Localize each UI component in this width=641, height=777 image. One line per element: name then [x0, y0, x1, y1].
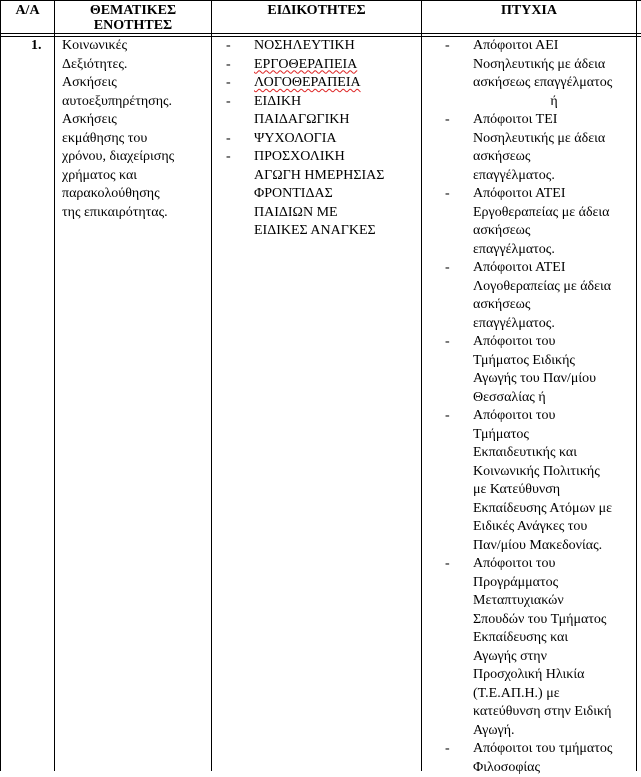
specialty-item — [226, 56, 420, 75]
degree-line: - Απόφοιτοι του — [473, 407, 635, 426]
degree-line: Εκπαίδευσης και — [473, 629, 635, 648]
degree-line: ασκήσεως — [473, 148, 635, 167]
specialty-item — [226, 148, 420, 241]
thematic-line: Δεξιότητες. — [62, 56, 210, 75]
degree-item — [445, 555, 635, 740]
specialty-line: - ΕΡΓΟΘΕΡΑΠΕΙΑ — [254, 56, 420, 75]
specialty-line: ΠΑΙΔΑΓΩΓΙΚΗ — [254, 111, 420, 130]
header-thematic — [55, 3, 211, 33]
thematic-line: Ασκήσεις — [62, 111, 210, 130]
thematic-cell — [62, 37, 210, 222]
degree-line: Αγωγής στην — [473, 648, 635, 667]
degree-line: - Απόφοιτοι ΑΕΙ — [473, 37, 635, 56]
specialty-line: - ΕΙΔΙΚΗ — [254, 93, 420, 112]
degree-line: Αγωγή. — [473, 722, 635, 741]
degree-line: κατεύθυνση στην Ειδική — [473, 703, 635, 722]
thematic-line: εκμάθησης του — [62, 130, 210, 149]
specialties-cell — [226, 37, 420, 241]
degree-line: Εκπαιδευτικής και — [473, 444, 635, 463]
degree-line: Θεσσαλίας ή — [473, 389, 635, 408]
thematic-line: Ασκήσεις — [62, 74, 210, 93]
table-border-left — [0, 0, 1, 771]
degree-line: (Τ.Ε.ΑΠ.Η.) με — [473, 685, 635, 704]
specialties-list — [226, 37, 420, 241]
degree-line: Λογοθεραπείας με άδεια — [473, 278, 635, 297]
degree-line: - Απόφοιτοι ΑΤΕΙ — [473, 185, 635, 204]
specialty-item — [226, 37, 420, 56]
degree-line: επαγγέλματος. — [473, 315, 635, 334]
thematic-line: αυτοεξυπηρέτησης. — [62, 93, 210, 112]
thematic-line: χρήματος και — [62, 167, 210, 186]
specialty-line: - ΛΟΓΟΘΕΡΑΠΕΙΑ — [254, 74, 420, 93]
header-divider-top — [0, 33, 641, 34]
degree-line: ή — [473, 93, 635, 112]
thematic-line: Κοινωνικές — [62, 37, 210, 56]
degree-line: Παν/μίου Μακεδονίας. — [473, 537, 635, 556]
column-divider-1 — [54, 0, 55, 771]
thematic-line: της επικαιρότητας. — [62, 204, 210, 223]
degree-line: με Κατεύθυνση — [473, 481, 635, 500]
degree-line: Φιλοσοφίας — [473, 759, 635, 777]
column-divider-2 — [211, 0, 212, 771]
degree-line: Νοσηλευτικής με άδεια — [473, 130, 635, 149]
specialty-line: - ΠΡΟΣΧΟΛΙΚΗ — [254, 148, 420, 167]
thematic-line: παρακολούθησης — [62, 185, 210, 204]
degree-item — [445, 259, 635, 333]
degree-item — [445, 407, 635, 555]
degree-line: Μεταπτυχιακών — [473, 592, 635, 611]
degree-line: Σπουδών του Τμήματος — [473, 611, 635, 630]
specialty-line: ΑΓΩΓΗ ΗΜΕΡΗΣΙΑΣ — [254, 167, 420, 186]
table-border-right — [636, 0, 637, 771]
degree-line: Προγράμματος — [473, 574, 635, 593]
specialty-line: ΦΡΟΝΤΙΔΑΣ — [254, 185, 420, 204]
degree-line: - Απόφοιτοι ΤΕΙ — [473, 111, 635, 130]
degree-item — [445, 333, 635, 407]
specialty-line: ΕΙΔΙΚΕΣ ΑΝΑΓΚΕΣ — [254, 222, 420, 241]
degree-line: επαγγέλματος. — [473, 241, 635, 260]
header-aa: Α/Α — [1, 3, 54, 18]
specialty-item — [226, 74, 420, 93]
degree-line: Ειδικές Ανάγκες του — [473, 518, 635, 537]
thematic-line: χρόνου, διαχείρισης — [62, 148, 210, 167]
degree-line: ασκήσεως — [473, 296, 635, 315]
degree-line: - Απόφοιτοι του — [473, 555, 635, 574]
degree-line: Τμήματος Ειδικής — [473, 352, 635, 371]
specialty-item — [226, 130, 420, 149]
degree-line: ασκήσεως επαγγέλματος — [473, 74, 635, 93]
specialty-line: ΠΑΙΔΙΩΝ ΜΕ — [254, 204, 420, 223]
specialty-line: - ΨΥΧΟΛΟΓΙΑ — [254, 130, 420, 149]
degree-line: Εργοθεραπείας με άδεια — [473, 204, 635, 223]
degree-line: Νοσηλευτικής με άδεια — [473, 56, 635, 75]
degree-line: Αγωγής του Παν/μίου — [473, 370, 635, 389]
degree-item — [445, 740, 635, 777]
header-degrees: ΠΤΥΧΙΑ — [422, 3, 636, 18]
degree-line: επαγγέλματος. — [473, 167, 635, 186]
column-divider-3 — [421, 0, 422, 771]
degree-line: - Απόφοιτοι του τμήματος — [473, 740, 635, 759]
row-number: 1. — [31, 37, 42, 56]
degree-line: - Απόφοιτοι του — [473, 333, 635, 352]
degree-item — [445, 111, 635, 185]
table-border-top — [0, 0, 641, 1]
header-thematic-line2: ΕΝΟΤΗΤΕΣ — [55, 18, 211, 33]
specialty-line: - ΝΟΣΗΛΕΥΤΙΚΗ — [254, 37, 420, 56]
degree-item — [445, 185, 635, 259]
header-thematic-line1: ΘΕΜΑΤΙΚΕΣ — [55, 3, 211, 18]
degrees-cell — [445, 37, 635, 777]
specialty-item — [226, 93, 420, 130]
degree-line: - Απόφοιτοι ΑΤΕΙ — [473, 259, 635, 278]
degree-line: Κοινωνικής Πολιτικής — [473, 463, 635, 482]
degree-line: ασκήσεως — [473, 222, 635, 241]
degree-line: Εκπαίδευσης Ατόμων με — [473, 500, 635, 519]
header-specialties: ΕΙΔΙΚΟΤΗΤΕΣ — [212, 3, 421, 18]
degree-line: Τμήματος — [473, 426, 635, 445]
degree-line: Προσχολική Ηλικία — [473, 666, 635, 685]
degree-item — [445, 37, 635, 111]
degrees-list — [445, 37, 635, 777]
